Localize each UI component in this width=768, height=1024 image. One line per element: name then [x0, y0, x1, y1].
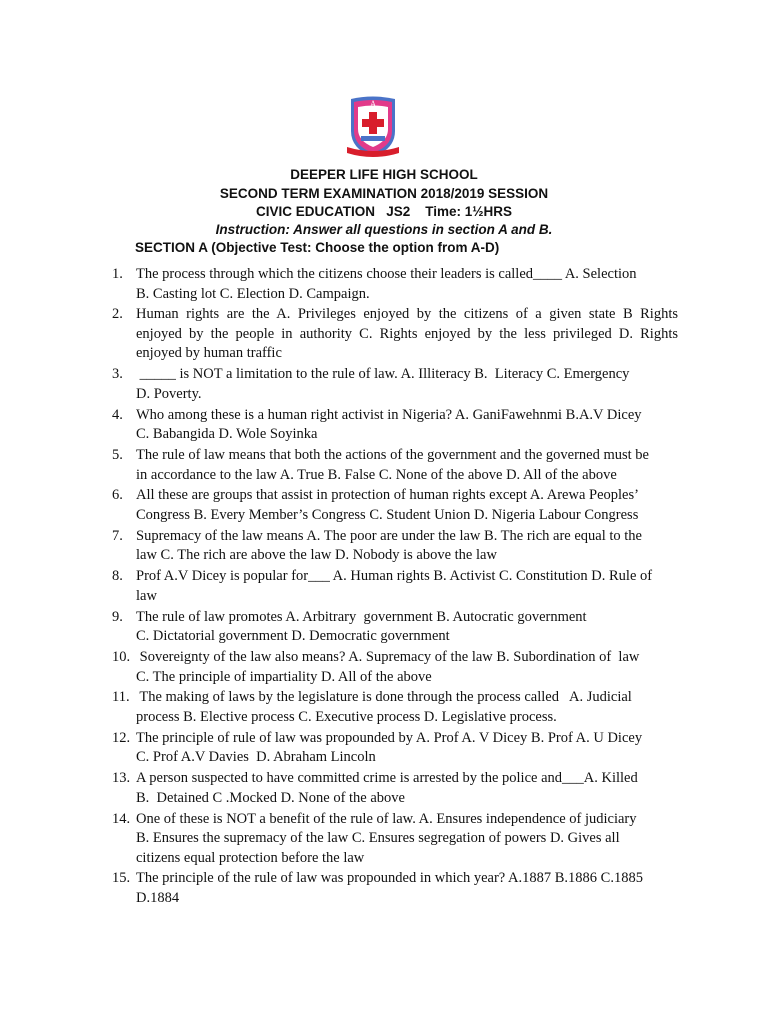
- question-list: [112, 265, 678, 910]
- question-text-line: Human rights are the A. Privileges enjoyed by the citizens of a given state B Rights: [136, 306, 678, 323]
- question-number: 14.: [112, 810, 131, 827]
- section-title: SECTION A (Objective Test: Choose the option from A-D): [135, 240, 500, 255]
- question-item: [112, 406, 678, 445]
- question-item: [112, 648, 678, 687]
- question-text-line: Congress B. Every Member’s Congress C. Student Union D. Nigeria Labour Congress: [136, 506, 639, 523]
- question-text-line: law C. The rich are above the law D. Nobody is above the law: [136, 547, 497, 564]
- question-text-line: A person suspected to have committed crime is arrested by the police and___A. Killed: [136, 770, 638, 787]
- svg-text:A: A: [370, 100, 376, 108]
- question-number: 5.: [112, 447, 123, 464]
- question-text-line: C. The principle of impartiality D. All of the above: [136, 668, 432, 685]
- question-item: [112, 365, 678, 404]
- question-number: 4.: [112, 406, 123, 423]
- question-text-line: The principle of rule of law was propounded by A. Prof A. V Dicey B. Prof A. U Dicey: [136, 729, 643, 746]
- question-text-line: The rule of law promotes A. Arbitrary government B. Autocratic government: [136, 608, 587, 625]
- question-item: [112, 486, 678, 525]
- question-text-line: Prof A.V Dicey is popular for___ A. Human rights B. Activist C. Constitution D. Rule of: [136, 568, 653, 585]
- question-text-line: B. Ensures the supremacy of the law C. Ensures segregation of powers D. Gives all: [136, 830, 620, 847]
- question-text-line: C. Dictatorial government D. Democratic government: [136, 628, 450, 645]
- instruction: Instruction: Answer all questions in section A and B.: [215, 222, 553, 237]
- question-text-line: Sovereignty of the law also means? A. Supremacy of the law B. Subordination of law: [136, 649, 640, 666]
- question-text-line: D.1884: [136, 889, 180, 906]
- question-number: 12.: [112, 729, 131, 746]
- question-number: 2.: [112, 306, 123, 323]
- question-text-line: The process through which the citizens choose their leaders is called____ A. Selection: [136, 266, 637, 282]
- question-text-line: _____ is NOT a limitation to the rule of law. A. Illiteracy B. Literacy C. Emergency: [136, 366, 630, 383]
- question-text-line: The principle of the rule of law was propounded in which year? A.1887 B.1886 C.1885: [136, 870, 643, 887]
- question-text-line: B. Detained C .Mocked D. None of the above: [136, 789, 405, 806]
- question-item: [112, 527, 678, 566]
- question-text-line: One of these is NOT a benefit of the rule of law. A. Ensures independence of judiciary: [136, 810, 637, 827]
- question-text-line: in accordance to the law A. True B. False C. None of the above D. All of the above: [136, 466, 617, 483]
- question-text-line: C. Babangida D. Wole Soyinka: [136, 426, 318, 443]
- question-text-line: All these are groups that assist in protection of human rights except A. Arewa Peoples’: [136, 487, 639, 504]
- question-text-line: process B. Elective process C. Executive process D. Legislative process.: [136, 708, 557, 725]
- question-text-line: The rule of law means that both the actions of the government and the governed must be: [136, 447, 649, 464]
- question-text-line: Supremacy of the law means A. The poor are under the law B. The rich are equal to the: [136, 527, 642, 544]
- question-item: [112, 608, 678, 647]
- question-item: [112, 265, 678, 304]
- question-item: [112, 567, 678, 606]
- question-number: 9.: [112, 608, 123, 625]
- question-number: 7.: [112, 527, 123, 544]
- question-number: 8.: [112, 568, 123, 585]
- question-item: [112, 810, 678, 869]
- subject-line: CIVIC EDUCATION JS2 Time: 1½HRS: [255, 204, 513, 219]
- question-item: [112, 305, 678, 364]
- question-number: 13.: [112, 770, 131, 787]
- question-item: [112, 729, 678, 768]
- question-text-line: law: [136, 587, 157, 604]
- question-number: 1.: [112, 266, 123, 282]
- question-text-line: enjoyed by the people in authority C. Rights enjoyed by the less privileged D. Rights: [136, 325, 678, 342]
- question-number: 6.: [112, 487, 123, 504]
- question-text-line: C. Prof A.V Davies D. Abraham Lincoln: [136, 749, 376, 766]
- question-item: [112, 688, 678, 727]
- exam-title: SECOND TERM EXAMINATION 2018/2019 SESSION: [219, 186, 549, 201]
- question-number: 15.: [112, 870, 131, 887]
- question-item: [112, 769, 678, 808]
- question-text-line: enjoyed by human traffic: [136, 345, 282, 362]
- question-number: 10.: [112, 649, 131, 666]
- question-text-line: Who among these is a human right activist in Nigeria? A. GaniFawehnmi B.A.V Dicey: [136, 406, 642, 423]
- question-item: [112, 446, 678, 485]
- question-number: 3.: [112, 366, 123, 383]
- question-text-line: The making of laws by the legislature is done through the process called A. Judicial: [136, 689, 632, 706]
- school-name: DEEPER LIFE HIGH SCHOOL: [290, 167, 478, 182]
- school-crest-icon: [345, 95, 401, 161]
- question-item: [112, 869, 678, 908]
- question-text-line: B. Casting lot C. Election D. Campaign.: [136, 285, 370, 302]
- question-text-line: D. Poverty.: [136, 385, 202, 402]
- question-number: 11.: [112, 689, 130, 706]
- question-text-line: citizens equal protection before the law: [136, 849, 365, 866]
